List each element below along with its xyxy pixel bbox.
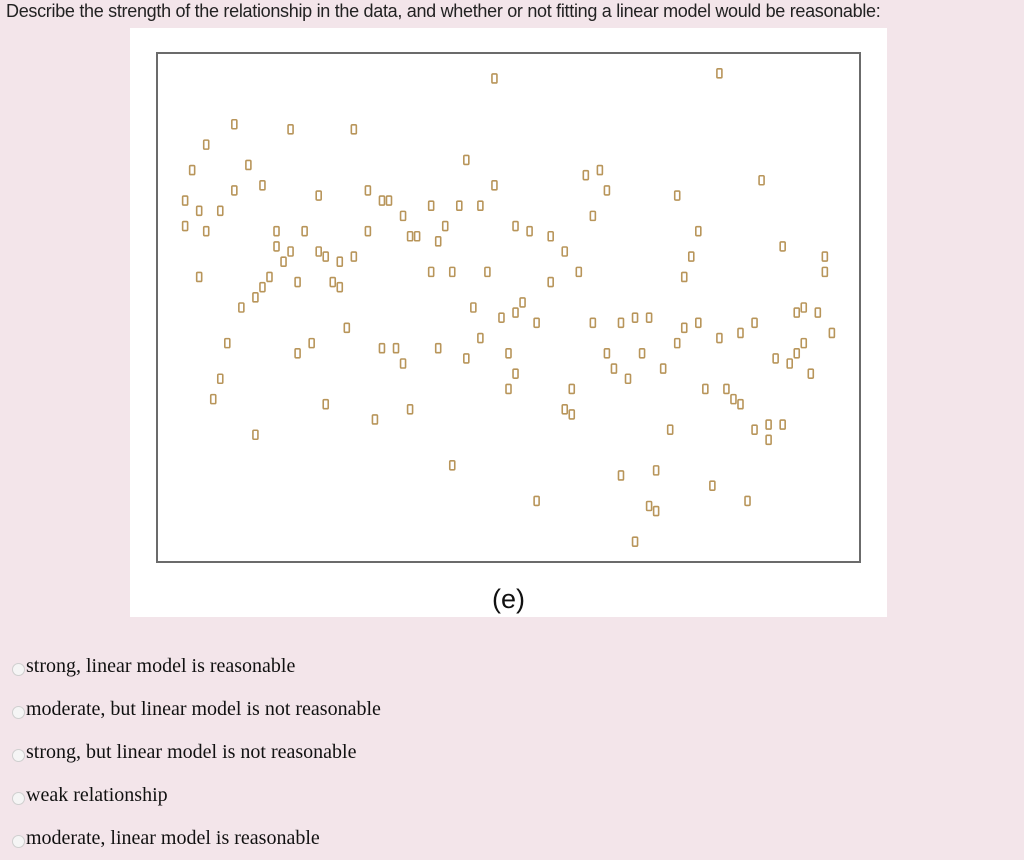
option-moderate-linear[interactable] xyxy=(12,817,381,860)
radio-button[interactable] xyxy=(12,706,25,719)
scatter-plot xyxy=(130,28,887,617)
figure-caption: (e) xyxy=(492,584,525,614)
radio-button[interactable] xyxy=(12,663,25,676)
option-weak[interactable] xyxy=(12,774,381,817)
option-label: strong, linear model is reasonable xyxy=(26,655,296,677)
answer-options xyxy=(12,645,381,860)
option-moderate-not-linear[interactable] xyxy=(12,688,381,731)
question-text: Describe the strength of the relationship in the data, and whether or not fitting a linear model would be reasonable: xyxy=(6,1,881,21)
option-label: moderate, but linear model is not reasonable xyxy=(26,698,381,720)
plot-frame xyxy=(157,53,860,562)
radio-button[interactable] xyxy=(12,792,25,805)
option-label: moderate, linear model is reasonable xyxy=(26,827,320,849)
radio-button[interactable] xyxy=(12,749,25,762)
option-label: strong, but linear model is not reasonable xyxy=(26,741,357,763)
option-strong-not-linear[interactable] xyxy=(12,731,381,774)
scatter-figure xyxy=(130,28,887,617)
option-strong-linear[interactable] xyxy=(12,645,381,688)
option-label: weak relationship xyxy=(26,784,168,806)
radio-button[interactable] xyxy=(12,835,25,848)
